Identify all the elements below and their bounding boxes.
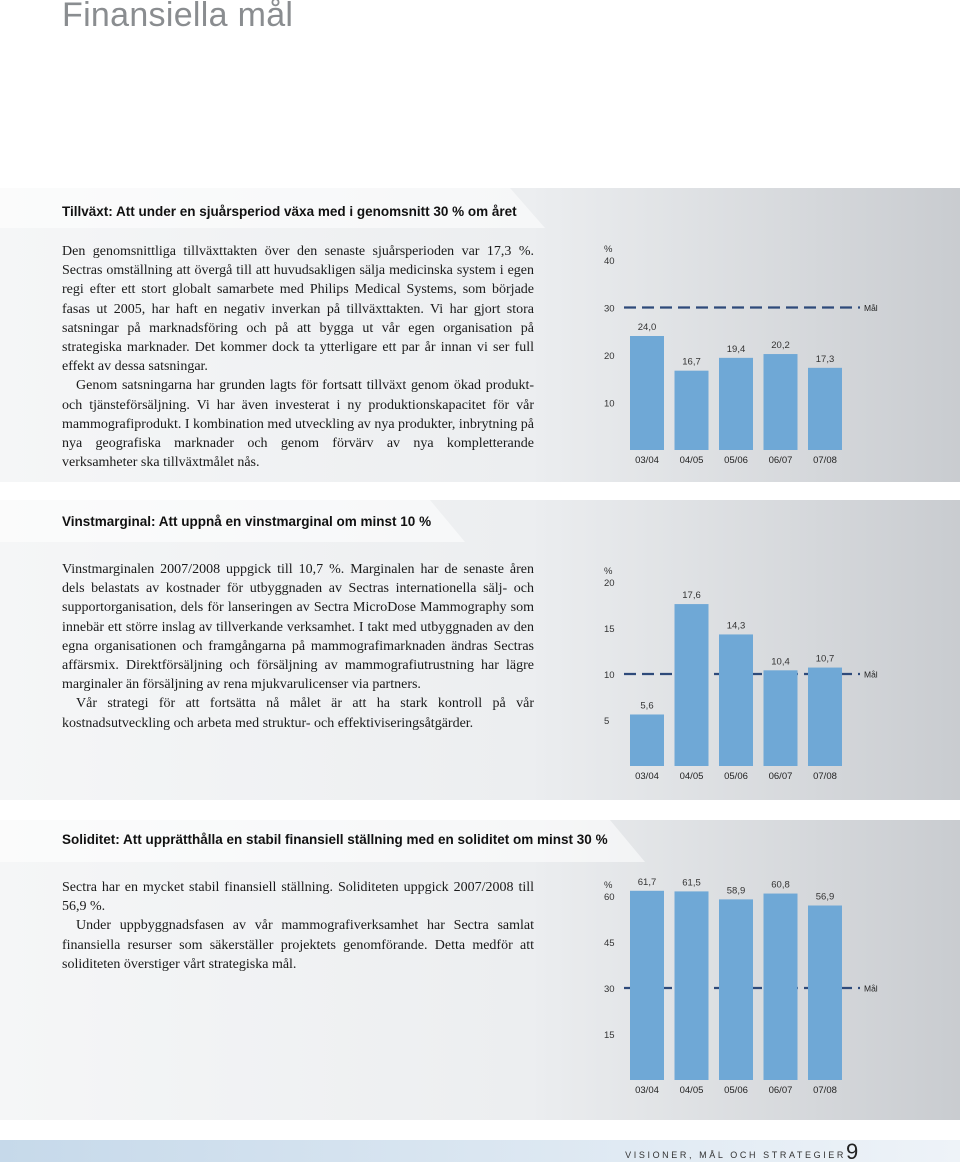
x-tick-label: 04/05 (679, 1085, 704, 1096)
bar (675, 604, 709, 766)
bar (630, 336, 664, 450)
target-label: Mål (864, 669, 878, 680)
bar-value-label: 17,6 (682, 590, 701, 602)
y-tick-label: 45 (604, 938, 615, 949)
y-axis-unit: % (604, 566, 613, 577)
bar-value-label: 20,2 (771, 340, 790, 352)
footer-label: VISIONER, MÅL OCH STRATEGIER (625, 1150, 846, 1160)
bar-value-label: 56,9 (815, 891, 835, 903)
x-tick-label: 06/07 (768, 771, 793, 782)
bar-value-label: 5,6 (640, 700, 654, 712)
bar-value-label: 17,3 (815, 353, 835, 365)
x-tick-label: 03/04 (635, 771, 659, 782)
x-tick-label: 06/07 (768, 1085, 793, 1096)
bar-value-label: 61,5 (682, 877, 701, 889)
y-tick-label: 40 (604, 256, 615, 267)
bar-value-label: 14,3 (726, 620, 746, 632)
bar-value-label: 10,7 (815, 653, 835, 665)
paragraph: Genom satsningarna har grunden lagts för fortsatt tillväxt genom ökad produkt- och tjänsteförsäljning. Vi har även investerat i ny produktionskapacitet för vår mammografiprodukt. I kombination med utveckling av nya produkter, inbrytning på nya geografiska marknader och genom förvärv av nya kompletterande verksamheter ska tillväxtmålet nås. (62, 378, 534, 471)
bar (808, 668, 842, 766)
x-tick-label: 07/08 (813, 771, 837, 782)
paragraph: Den genomsnittliga tillväxttakten över den senaste sjuårsperioden var 17,3 %. Sectras omställning att övergå till att huvudsakligen sälja medicinska system i egen regi efter ett stort globalt samarbete med Philips Medical Systems, som började fasas ut 2005, har haft en negativ inverkan på tillväxttakten. Vi har gjort stora satsningar på marknadsföring och på att bygga ut vår egen organisation på strategiska marknader. Det kommer dock ta ytterligare ett par år innan vi ser full effekt av dessa satsningar. (62, 244, 534, 375)
bar-value-label: 58,9 (726, 885, 746, 897)
y-tick-label: 10 (604, 398, 615, 410)
bar (764, 354, 798, 450)
target-label: Mål (864, 983, 878, 994)
section-text-growth (62, 242, 534, 472)
y-tick-label: 60 (604, 892, 615, 903)
margin-chart (600, 556, 890, 782)
x-tick-label: 05/06 (724, 771, 748, 782)
bar-value-label: 61,7 (637, 876, 657, 888)
y-tick-label: 20 (604, 351, 615, 362)
bar-value-label: 10,4 (771, 656, 790, 668)
bar (764, 894, 798, 1080)
bar (719, 634, 753, 766)
bar-value-label: 60,8 (771, 879, 790, 891)
bar (630, 891, 664, 1080)
bar-value-label: 24,0 (637, 322, 657, 333)
paragraph: Sectra har en mycket stabil finansiell ställning. Soliditeten uppgick 2007/2008 till 56,9 %. (62, 880, 534, 915)
bar (675, 371, 709, 450)
x-tick-label: 07/08 (813, 1085, 837, 1096)
paragraph: Under uppbyggnadsfasen av vår mammografiverksamhet har Sectra samlat finansiella resurser som säkerställer projektets genomförande. Detta medför att soliditeten överstiger vårt strategiska mål. (62, 918, 534, 972)
target-label: Mål (864, 303, 878, 313)
section-text-solidity (62, 878, 534, 974)
x-tick-label: 05/06 (724, 1085, 748, 1096)
page-title: Finansiella mål (62, 0, 294, 34)
bar-value-label: 16,7 (682, 356, 701, 368)
x-tick-label: 04/05 (679, 455, 704, 466)
section-heading-margin: Vinstmarginal: Att uppnå en vinstmarginal om minst 10 % (62, 514, 432, 529)
x-tick-label: 04/05 (679, 771, 704, 782)
y-tick-label: 5 (604, 716, 610, 727)
bar-value-label: 19,4 (726, 343, 746, 355)
bar (630, 714, 664, 766)
bar (808, 368, 842, 450)
y-axis-unit: % (604, 244, 613, 255)
y-tick-label: 20 (604, 578, 615, 589)
page-number: 9 (846, 1139, 859, 1164)
y-tick-label: 15 (604, 624, 615, 635)
bar (808, 906, 842, 1080)
x-tick-label: 06/07 (768, 455, 793, 466)
x-tick-label: 03/04 (635, 455, 659, 466)
section-heading-solidity: Soliditet: Att upprätthålla en stabil finansiell ställning med en soliditet om minst 30 % (62, 832, 608, 847)
paragraph: Vinstmarginalen 2007/2008 uppgick till 10,7 %. Marginalen har de senaste åren dels belastats av kostnader för utbyggnaden av Sectras internationella sälj- och supportorganisation, dels för lanseringen av Sectra MicroDose Mammography som innebär ett större inslag av tillverkande verksamhet. I takt med utbyggnaden av den egna organisationen och framgångarna på mammografimarknaden ändras Sectras affärsmix. Direktförsäljning och försäljning av mammografiutrustning har lägre marginaler än försäljning av rena mjukvarulicenser via partners. (62, 562, 534, 693)
bar (675, 891, 709, 1080)
paragraph: Vår strategi för att fortsätta nå målet är att ha stark kontroll på vår kostnadsutveckling och arbeta med struktur- och effektiviseringsåtgärder. (62, 696, 534, 731)
x-tick-label: 07/08 (813, 455, 837, 466)
x-tick-label: 03/04 (635, 1085, 659, 1096)
section-text-margin (62, 560, 534, 733)
bar (719, 358, 753, 450)
bar (764, 670, 798, 766)
y-tick-label: 30 (604, 303, 615, 315)
section-heading-growth: Tillväxt: Att under en sjuårsperiod växa med i genomsnitt 30 % om året (62, 204, 517, 219)
y-tick-label: 10 (604, 670, 615, 681)
bar (719, 899, 753, 1080)
y-axis-unit: % (604, 880, 613, 891)
y-tick-label: 15 (604, 1030, 615, 1041)
growth-chart (600, 240, 890, 466)
solidity-chart (600, 870, 890, 1096)
y-tick-label: 30 (604, 984, 615, 995)
x-tick-label: 05/06 (724, 455, 748, 466)
